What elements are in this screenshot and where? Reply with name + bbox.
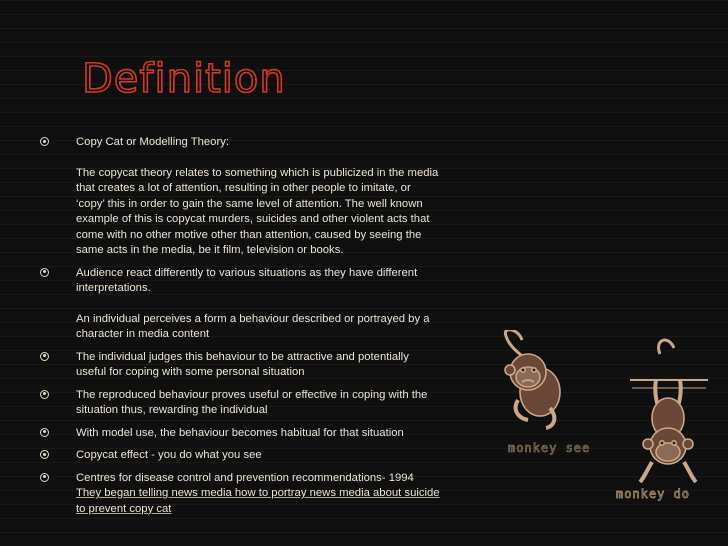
bullet-text: An individual perceives a form a behaviour described or portrayed by a character in media content — [76, 312, 430, 340]
bullet-item — [0, 426, 440, 442]
bullet-marker-icon — [40, 268, 49, 277]
bullet-text: Copycat effect - you do what you see — [76, 449, 262, 461]
bullet-item — [0, 448, 440, 464]
monkey-do-icon — [630, 340, 708, 482]
bullet-item — [0, 471, 440, 518]
bullet-marker-icon — [40, 352, 49, 361]
bullet-text: The individual judges this behaviour to be attractive and potentially useful for coping with some personal situation — [76, 350, 409, 378]
monkey-see-monkey-do-image — [488, 330, 723, 545]
bullet-text: Centres for disease control and prevention recommendations- 1994 — [76, 471, 414, 484]
bullet-text: Copy Cat or Modelling Theory: — [76, 136, 229, 148]
bullet-item — [0, 135, 440, 259]
bullet-text: With model use, the behaviour becomes habitual for that situation — [76, 426, 404, 439]
monkey-see-icon — [505, 330, 560, 428]
caption-monkey-see: monkey see — [508, 441, 591, 455]
bullet-item — [0, 350, 440, 381]
bullet-marker-icon — [40, 428, 49, 437]
bullet-list — [0, 135, 440, 524]
bullet-item — [0, 266, 440, 343]
bullet-text: They began telling news media how to portray news media about suicide to prevent copy cat — [76, 487, 440, 515]
bullet-text: The copycat theory relates to something which is publicized in the media that creates a lot of attention, resulting in other people to imitate, or ‘copy’ this in order to gain the same level of attention. The well known example of this is copycat murders, suicides and other violent acts that come with no other motive other than attention, caused by seeing the same acts in the media, be it film, television or books. — [76, 166, 439, 256]
caption-monkey-do: monkey do — [616, 487, 691, 501]
bullet-marker-icon — [40, 473, 49, 482]
bullet-text: Audience react differently to various situations as they have different interpretations. — [76, 266, 418, 294]
bullet-item — [0, 388, 440, 419]
bullet-marker-icon — [40, 450, 49, 459]
slide-title: Definition — [82, 56, 286, 102]
bullet-marker-icon — [40, 137, 49, 146]
bullet-text: The reproduced behaviour proves useful or effective in coping with the situation thus, rewarding the individual — [76, 388, 428, 416]
bullet-marker-icon — [40, 390, 49, 399]
